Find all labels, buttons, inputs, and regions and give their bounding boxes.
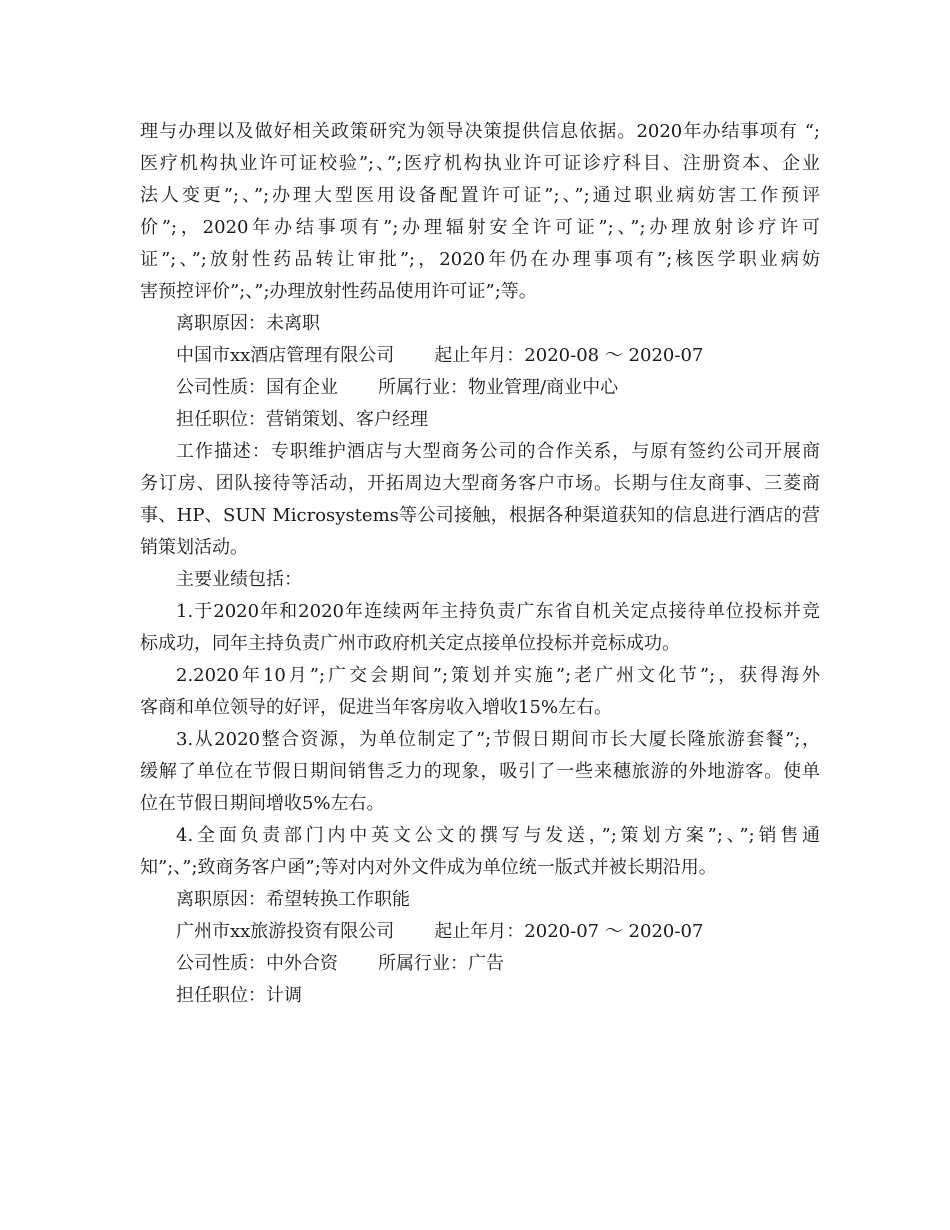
text-line: 价”;，2020年办结事项有”;办理辐射安全许可证”;、”;办理放射诊疗许可 <box>140 217 820 238</box>
document-body <box>140 116 820 1012</box>
text-line: 事、HP、SUN Microsystems等公司接触，根据各种渠道获知的信息进行酒店的营 <box>140 505 820 526</box>
job-position: 担任职位：营销策划、客户经理 <box>176 409 428 430</box>
leave-reason: 离职原因：未离职 <box>176 313 320 334</box>
company-row <box>140 916 820 948</box>
text-line: 客商和单位领导的好评，促进当年客房收入增收15%左右。 <box>140 697 613 718</box>
text-line: 位在节假日期间增收5%左右。 <box>140 793 385 814</box>
text-line: 知”;、”;致商务客户函”;等对内对外文件成为单位统一版式并被长期沿用。 <box>140 857 717 878</box>
job-position: 担任职位：计调 <box>176 985 302 1006</box>
employment-period: 起止年月：2020-07 ～ 2020-07 <box>434 921 704 942</box>
achievements-heading: 主要业绩包括： <box>176 569 302 590</box>
text-line: 3.从2020整合资源，为单位制定了”;节假日期间市长大厦长隆旅游套餐”;， <box>176 729 820 750</box>
company-row <box>140 340 820 372</box>
company-info-row <box>140 372 820 404</box>
company-info-row <box>140 948 820 980</box>
company-type: 公司性质：国有企业 <box>176 377 338 398</box>
text-line: 害预控评价”;、”;办理放射性药品使用许可证”;等。 <box>140 281 537 302</box>
text-line: 法人变更”;、”;办理大型医用设备配置许可证”;、”;通过职业病妨害工作预评 <box>140 185 820 206</box>
text-line: 2.2020年10月”;广交会期间”;策划并实施”;老广州文化节”;，获得海外 <box>176 665 820 686</box>
text-line: 理与办理以及做好相关政策研究为领导决策提供信息依据。2020年办结事项有 “; <box>140 121 820 142</box>
company-industry: 所属行业：广告 <box>378 953 504 974</box>
text-line: 4.全面负责部门内中英文公文的撰写与发送，”;策划方案”;、”;销售通 <box>176 825 820 846</box>
company-name: 广州市xx旅游投资有限公司 <box>176 921 395 942</box>
text-line: 医疗机构执业许可证校验”;、”;医疗机构执业许可证诊疗科目、注册资本、企业 <box>140 153 820 174</box>
employment-period: 起止年月：2020-08 ～ 2020-07 <box>434 345 704 366</box>
text-line: 务订房、团队接待等活动，开拓周边大型商务客户市场。长期与住友商事、三菱商 <box>140 473 820 494</box>
text-line: 1.于2020年和2020年连续两年主持负责广东省自机关定点接待单位投标并竞 <box>176 601 820 622</box>
text-line: 证”;、”;放射性药品转让审批”;，2020年仍在办理事项有”;核医学职业病妨 <box>140 249 820 270</box>
text-line: 缓解了单位在节假日期间销售乏力的现象，吸引了一些来穗旅游的外地游客。使单 <box>140 761 820 782</box>
company-type: 公司性质：中外合资 <box>176 953 338 974</box>
text-line: 工作描述：专职维护酒店与大型商务公司的合作关系，与原有签约公司开展商 <box>176 441 820 462</box>
text-line: 标成功，同年主持负责广州市政府机关定点接单位投标并竞标成功。 <box>140 633 680 654</box>
company-industry: 所属行业：物业管理/商业中心 <box>378 377 619 398</box>
company-name: 中国市xx酒店管理有限公司 <box>176 345 395 366</box>
text-line: 销策划活动。 <box>140 537 248 558</box>
leave-reason: 离职原因：希望转换工作职能 <box>176 889 410 910</box>
